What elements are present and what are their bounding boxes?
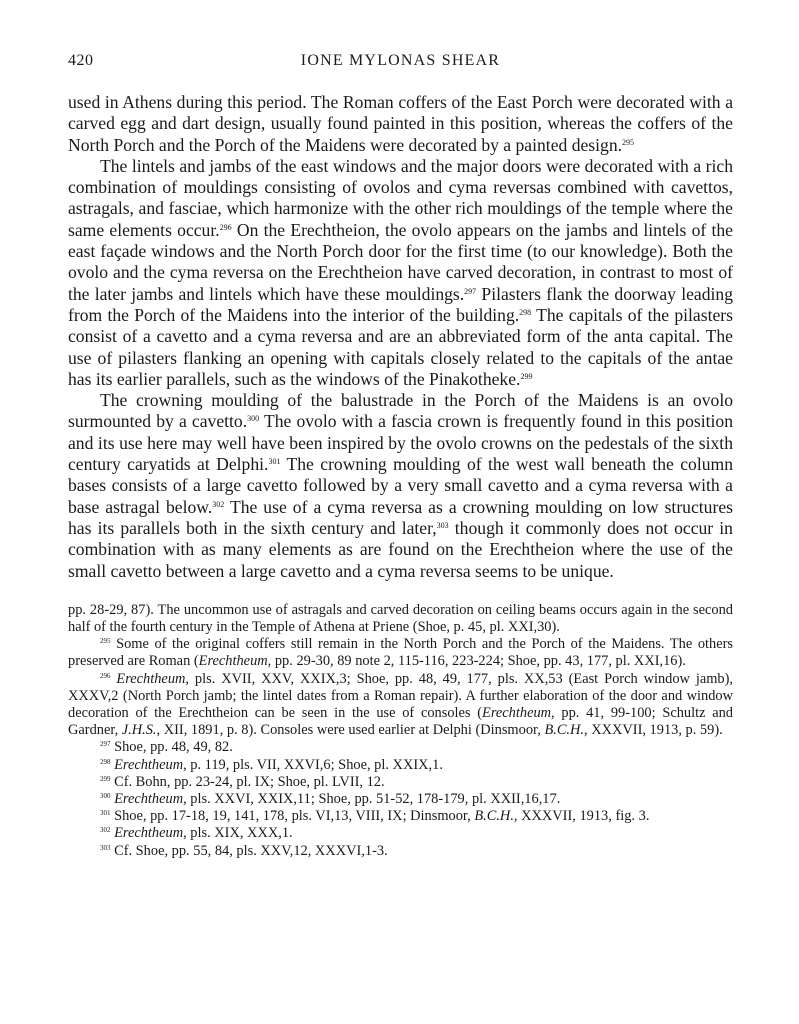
text-run: The crowning moulding of the west wall beneath the column bases consists of a large cavetto followed by a very small cavetto and a cyma reversa with a base astragal below. — [68, 454, 734, 517]
footnote — [68, 602, 733, 636]
italic-text: Erechtheum — [198, 653, 268, 670]
text-run: The capitals of the pilasters consist of a cavetto and a cyma reversa and are an abbreviated form of the anta capital. The use of pilasters flanking an opening with capitals closely related to the capitals of the antae has its earlier parallels, such as the windows of the Pinakotheke. — [68, 304, 733, 389]
text-run: , pp. 41, 99-100; Schultz and Gardner, — [68, 705, 733, 739]
footnote — [68, 825, 733, 842]
running-head — [68, 52, 733, 76]
paragraph — [68, 390, 733, 582]
italic-text: Erechtheum — [110, 825, 184, 842]
text-run: , pls. XVII, XXV, XXIX,3; Shoe, pp. 48, 49, 177, pls. XX,53 (East Porch window jamb), XXXV,2 (North Porch jamb; the lintel dates from a Roman repair). A further elaboration of the door and window decoration of the Erechtheion can be seen in the use of consoles ( — [68, 670, 734, 722]
text-run: , XII, 1891, p. 8). Consoles were used earlier at Delphi (Dinsmoor, — [156, 722, 545, 739]
italic-text: J.H.S. — [121, 722, 157, 739]
footnote — [68, 843, 733, 860]
footnote-ref: 298 — [100, 757, 111, 766]
italic-text: B.C.H. — [474, 808, 514, 825]
text-run: , XXXVII, 1913, fig. 3. — [513, 808, 650, 825]
footnote-ref: 302 — [100, 826, 111, 835]
footnote — [68, 671, 733, 740]
footnote — [68, 774, 733, 791]
footnote-ref: 300 — [247, 414, 260, 424]
footnotes — [68, 602, 733, 860]
text-run: The use of a cyma reversa as a crowning moulding on low structures has its parallels both in the sixth century and later, — [68, 496, 733, 538]
footnote-ref: 301 — [268, 457, 281, 467]
footnote-ref: 295 — [100, 637, 111, 646]
paragraph — [68, 156, 733, 390]
text-run: , p. 119, pls. VII, XXVI,6; Shoe, pl. XXIX,1. — [183, 756, 443, 773]
text-run: Cf. Bohn, pp. 23-24, pl. IX; Shoe, pl. LVII, 12. — [110, 773, 385, 790]
text-run: Cf. Shoe, pp. 55, 84, pls. XXV,12, XXXVI,1-3. — [110, 842, 388, 859]
text-run: though it commonly does not occur in combination with as many elements as are found on the Erechtheion where the use of the small cavetto between a large cavetto and a cyma reversa seems to be unique. — [68, 517, 733, 581]
italic-text: Erechtheum — [110, 791, 184, 808]
paragraph — [68, 92, 733, 156]
footnote-ref: 300 — [100, 792, 111, 801]
running-title: IONE MYLONAS SHEAR — [300, 52, 501, 69]
text-run: used in Athens during this period. The Roman coffers of the East Porch were decorated with a carved egg and dart design, usually found painted in this position, whereas the coffers of the North Porch and the Porch of the Maidens were decorated by a painted design. — [68, 92, 733, 155]
footnote-ref: 303 — [436, 520, 449, 530]
footnote-ref: 298 — [519, 307, 532, 317]
page-number: 420 — [68, 52, 94, 69]
footnote — [68, 739, 733, 756]
footnote — [68, 757, 733, 774]
italic-text: Erechtheum — [110, 670, 186, 687]
footnote-ref: 299 — [100, 774, 111, 783]
text-run: The ovolo with a fascia crown is frequently found in this position and its use here may well have been inspired by the ovolo crowns on the pedestals of the sixth century caryatids at Delphi. — [68, 411, 733, 475]
text-run: , pls. XIX, XXX,1. — [183, 825, 293, 842]
footnote-ref: 297 — [464, 286, 477, 296]
text-run: Some of the original coffers still remain in the North Porch and the Porch of the Maidens. The others preserved are Roman ( — [68, 636, 733, 670]
italic-text: Erechtheum — [110, 756, 184, 773]
text-run: pp. 28-29, 87). The uncommon use of astragals and carved decoration on ceiling beams occurs again in the second half of the fourth century in the Temple of Athena at Priene (Shoe, p. 45, pl. XXI,30). — [68, 601, 733, 636]
text-run: , pp. 29-30, 89 note 2, 115-116, 223-224; Shoe, pp. 43, 177, pl. XXI,16). — [267, 653, 686, 670]
footnote-ref: 296 — [100, 671, 111, 680]
footnote — [68, 791, 733, 808]
footnote-ref: 299 — [520, 371, 533, 381]
italic-text: Erechtheum — [482, 705, 552, 722]
footnote-ref: 303 — [100, 843, 111, 852]
text-run: Pilasters flank the doorway leading from the Porch of the Maidens into the interior of the building. — [68, 283, 733, 325]
footnote-ref: 302 — [212, 499, 225, 509]
text-run: Shoe, pp. 48, 49, 82. — [110, 739, 233, 756]
text-run: The crowning moulding of the balustrade in the Porch of the Maidens is an ovolo surmounted by a cavetto. — [68, 390, 733, 432]
text-run: On the Erechtheion, the ovolo appears on the jambs and lintels of the east façade windows and the North Porch door for the first time (to our knowledge). Both the ovolo and the cyma reversa on the Erechtheion have carved decoration, in contrast to most of the later jambs and lintels which have these mouldings. — [68, 219, 733, 304]
body-text — [68, 92, 733, 582]
footnote — [68, 808, 733, 825]
footnote-ref: 296 — [219, 222, 232, 232]
text-run: The lintels and jambs of the east windows and the major doors were decorated with a rich combination of mouldings consisting of ovolos and cyma reversas combined with cavettos, astragals, and fasciae, which harmonize with the other rich mouldings of the temple where the same elements occur. — [68, 155, 733, 240]
text-run: Shoe, pp. 17-18, 19, 141, 178, pls. VI,13, VIII, IX; Dinsmoor, — [110, 808, 475, 825]
footnote-ref: 297 — [100, 740, 111, 749]
text-run: , XXXVII, 1913, p. 59). — [584, 722, 723, 739]
page — [68, 52, 733, 860]
footnote-ref: 295 — [622, 137, 635, 147]
italic-text: B.C.H. — [544, 722, 585, 739]
footnote — [68, 636, 733, 670]
text-run: , pls. XXVI, XXIX,11; Shoe, pp. 51-52, 178-179, pl. XXII,16,17. — [183, 791, 561, 808]
footnote-ref: 301 — [100, 809, 111, 818]
